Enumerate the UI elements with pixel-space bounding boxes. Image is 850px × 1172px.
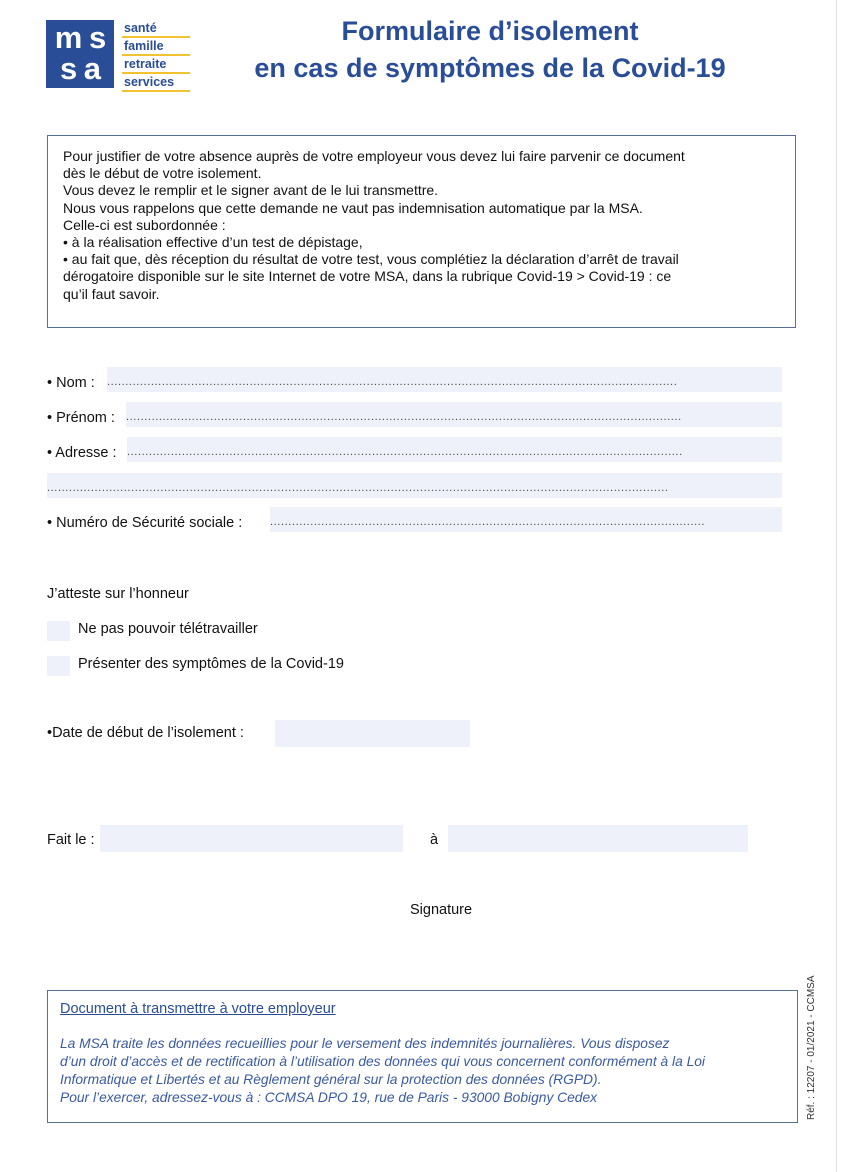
intro-line: dérogatoire disponible sur le site Internet de votre MSA, dans la rubrique Covid-19 > Covid-19 : ce [63,268,672,285]
footer-line: La MSA traite les données recueillies pour le versement des indemnités journalières. Vous disposez [60,1036,670,1051]
signature-label: Signature [410,902,473,918]
a-label: à [430,832,439,848]
lieu-field[interactable] [448,825,748,852]
prenom-dotted-line: ........................................................................................................................................................ [126,411,682,423]
adresse-label: • Adresse : [47,445,117,461]
logo-mark-top: m s [54,20,106,55]
symptomes-label: Présenter des symptômes de la Covid-19 [78,656,344,672]
teletravail-checkbox[interactable] [47,621,70,641]
symptomes-checkbox[interactable] [47,656,70,676]
logo-tag-famille: famille [122,39,190,56]
intro-text [63,148,783,303]
attestation-heading: J’atteste sur l’honneur [47,586,189,602]
logo-mark-bottom: s a [59,51,101,86]
intro-line: qu’il faut savoir. [63,285,160,302]
msa-logo [46,20,114,88]
footer-text [60,1035,790,1107]
prenom-label: • Prénom : [47,410,115,426]
date-debut-label: •Date de début de l’isolement : [47,725,244,741]
adresse-line2-dotted-line: .......................................................................................................................................................................... [47,482,669,494]
intro-line: • à la réalisation effective d’un test de dépistage, [63,234,363,251]
fait-le-label: Fait le : [47,832,95,848]
intro-line: dès le début de votre isolement. [63,165,262,182]
adresse-dotted-line: ........................................................................................................................................................ [127,446,683,458]
intro-box [47,135,796,328]
intro-line: • au fait que, dès réception du résultat de votre test, vous complétiez la déclaration d’arrêt de travail [63,251,679,268]
footer-line: d’un droit d’accès et de rectification à l’utilisation des données qui vous concernent conformément à la Loi [60,1054,705,1069]
teletravail-label: Ne pas pouvoir télétravailler [78,621,258,637]
date-debut-field[interactable] [275,720,470,747]
logo-tag-services: services [122,75,190,92]
nom-label: • Nom : [47,375,95,391]
page-edge-divider [836,0,837,1172]
secu-label: • Numéro de Sécurité sociale : [47,515,243,531]
nom-dotted-line: ............................................................................................................................................................ [107,376,678,388]
page-title-line1: Formulaire d’isolement [341,16,639,46]
secu-dotted-line: ....................................................................................................................... [270,516,706,528]
intro-line: Pour justifier de votre absence auprès de votre employeur vous devez lui faire parvenir ce document [63,148,685,164]
logo-tag-sante: santé [122,21,190,38]
fait-le-field[interactable] [100,825,403,852]
intro-line: Celle-ci est subordonnée : [63,216,226,233]
page-title-line2: en cas de symptômes de la Covid-19 [254,53,726,83]
logo-tagline [122,21,190,93]
intro-line: Nous vous rappelons que cette demande ne vaut pas indemnisation automatique par la MSA. [63,199,643,216]
reference-code: Réf. : 12207 - 01/2021 - CCMSA [806,975,817,1120]
footer-heading: Document à transmettre à votre employeur [60,1001,336,1017]
logo-tag-retraite: retraite [122,57,190,74]
footer-line: Pour l’exercer, adressez-vous à : CCMSA DPO 19, rue de Paris - 93000 Bobigny Cedex [60,1090,598,1105]
footer-line: Informatique et Libertés et au Règlement général sur la protection des données (RGPD). [60,1072,602,1087]
intro-line: Vous devez le remplir et le signer avant de le lui transmettre. [63,182,439,199]
footer-box [47,990,798,1123]
